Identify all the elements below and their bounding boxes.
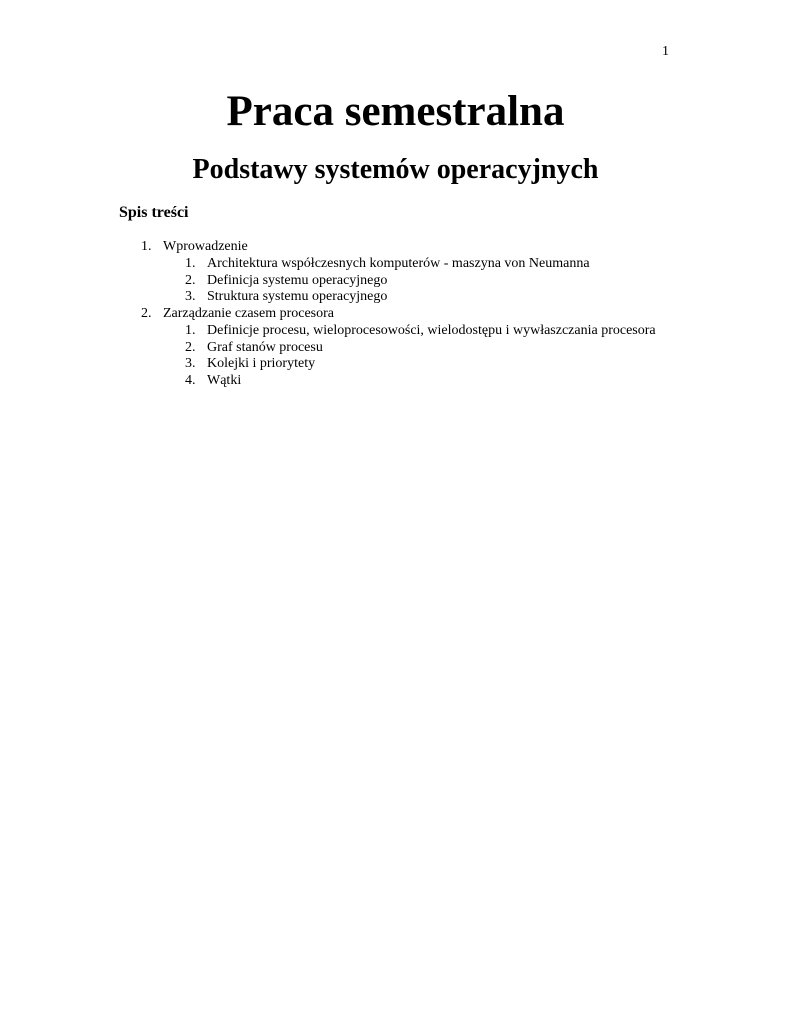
- toc-subitem: [119, 323, 679, 340]
- toc-subitem-label: Architektura współczesnych komputerów - maszyna von Neumanna: [207, 255, 590, 271]
- toc-subitem-number: 4.: [185, 373, 196, 388]
- page-number: 1: [662, 44, 669, 59]
- toc-subitem-label: Kolejki i priorytety: [207, 356, 316, 372]
- toc-subitem-label: Graf stanów procesu: [207, 339, 323, 355]
- toc-subitem-number: 2.: [185, 272, 196, 288]
- toc-subitem: [119, 356, 679, 373]
- toc-subitem: [119, 373, 679, 390]
- toc-subitem-label: Wątki: [207, 373, 242, 388]
- toc-subitem-number: 1.: [185, 322, 196, 338]
- toc-subitem-number: 2.: [185, 339, 196, 355]
- toc-heading: Spis treści: [119, 204, 189, 221]
- toc-subitem: [119, 340, 679, 357]
- toc-section-label: Wprowadzenie: [163, 239, 248, 254]
- toc-subitem-label: Struktura systemu operacyjnego: [207, 289, 388, 305]
- toc-subitem-label: Definicja systemu operacyjnego: [207, 272, 388, 288]
- toc-subitem-number: 1.: [185, 255, 196, 271]
- toc-subitem-label: Definicje procesu, wieloprocesowości, wielodostępu i wywłaszczania procesora: [207, 322, 656, 338]
- toc-section: [119, 239, 679, 256]
- toc-section-number: 1.: [141, 239, 152, 254]
- table-of-contents: [119, 239, 679, 390]
- toc-subitem: [119, 256, 679, 273]
- toc-subitem: [119, 289, 679, 306]
- document-title: Praca semestralna: [226, 88, 565, 135]
- toc-section-label: Zarządzanie czasem procesora: [163, 306, 334, 321]
- document-subtitle: Podstawy systemów operacyjnych: [192, 154, 599, 185]
- toc-section: [119, 306, 679, 323]
- toc-subitem-number: 3.: [185, 356, 196, 372]
- toc-subitem-number: 3.: [185, 289, 196, 305]
- toc-section-number: 2.: [141, 306, 152, 321]
- toc-subitem: [119, 273, 679, 290]
